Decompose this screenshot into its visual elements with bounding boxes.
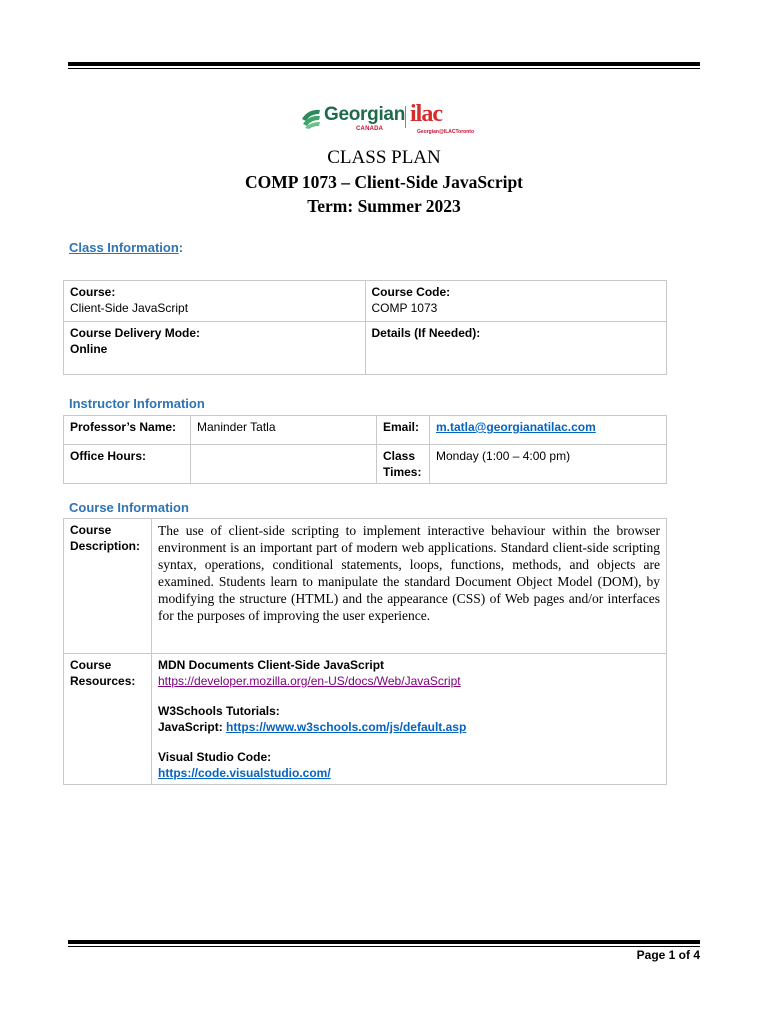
logo-separator — [405, 106, 406, 128]
course-label: Course: — [70, 285, 116, 299]
delivery-value: Online — [70, 342, 108, 356]
resources-cell — [152, 654, 667, 785]
description-label: Course Description: — [64, 519, 152, 654]
office-hours-value — [191, 445, 377, 484]
details-label: Details (If Needed): — [371, 326, 481, 340]
w3schools-link[interactable]: https://www.w3schools.com/js/default.asp — [226, 720, 467, 734]
class-times-label: Class Times: — [377, 445, 430, 484]
course-info-heading: Course Information — [69, 500, 189, 515]
doc-title: CLASS PLAN — [327, 147, 441, 168]
description-text: The use of client-side scripting to implement interactive behaviour within the browser environment is an important part of modern web applications. Standard client-side scripting syntax, operations, conditional statements, loops, functions, methods, and objects are examined. Students learn to manipulate the standard Document Object Model (DOM), by modifying the structure (HTML) and the appearance (CSS) of Web pages and/or interfaces for the purposes of improving the user experience. — [152, 519, 667, 654]
bottom-rule — [68, 940, 700, 944]
professor-label: Professor’s Name: — [64, 416, 191, 445]
delivery-cell — [64, 322, 366, 375]
w3schools-prefix: JavaScript: — [158, 720, 227, 734]
top-rule-thin — [68, 68, 700, 69]
w3schools-title: W3Schools Tutorials: — [158, 704, 280, 718]
logo-wordmark: Georgian — [324, 104, 406, 125]
resources-label: Course Resources: — [64, 654, 152, 785]
class-times-value: Monday (1:00 – 4:00 pm) — [430, 445, 667, 484]
instructor-info-heading: Instructor Information — [69, 396, 205, 411]
vscode-title: Visual Studio Code: — [158, 750, 272, 764]
instructor-table — [63, 415, 667, 484]
mdn-title: MDN Documents Client-Side JavaScript — [158, 658, 385, 672]
class-info-table — [63, 280, 667, 375]
bottom-rule-thin — [68, 946, 700, 947]
delivery-label: Course Delivery Mode: — [70, 326, 201, 340]
course-info-table — [63, 518, 667, 785]
email-label: Email: — [377, 416, 430, 445]
course-cell — [64, 281, 366, 322]
course-value: Client-Side JavaScript — [70, 301, 189, 315]
georgian-ilac-logo — [300, 101, 474, 140]
course-code-cell — [365, 281, 667, 322]
logo-subtext: CANADA — [356, 126, 384, 132]
ilac-logo: ilac — [410, 101, 442, 127]
course-code-label: Course Code: — [371, 285, 451, 299]
email-link[interactable]: m.tatla@georgianatilac.com — [436, 420, 596, 434]
mdn-link[interactable]: https://developer.mozilla.org/en-US/docs/Web/JavaScript — [158, 674, 461, 688]
professor-value: Maninder Tatla — [191, 416, 377, 445]
office-hours-label: Office Hours: — [64, 445, 191, 484]
term-title: Term: Summer 2023 — [307, 196, 461, 216]
details-cell — [365, 322, 667, 375]
vscode-link[interactable]: https://code.visualstudio.com/ — [158, 766, 331, 780]
course-title: COMP 1073 – Client-Side JavaScript — [244, 172, 524, 192]
class-info-heading: Class Information: — [69, 240, 184, 255]
top-rule — [68, 62, 700, 66]
ilac-subtext: Georgian@ILACToronto — [417, 129, 474, 135]
georgian-logo-icon — [300, 107, 322, 129]
email-cell — [430, 416, 667, 445]
course-code-value: COMP 1073 — [371, 301, 438, 315]
page-number: Page 1 of 4 — [636, 948, 700, 962]
